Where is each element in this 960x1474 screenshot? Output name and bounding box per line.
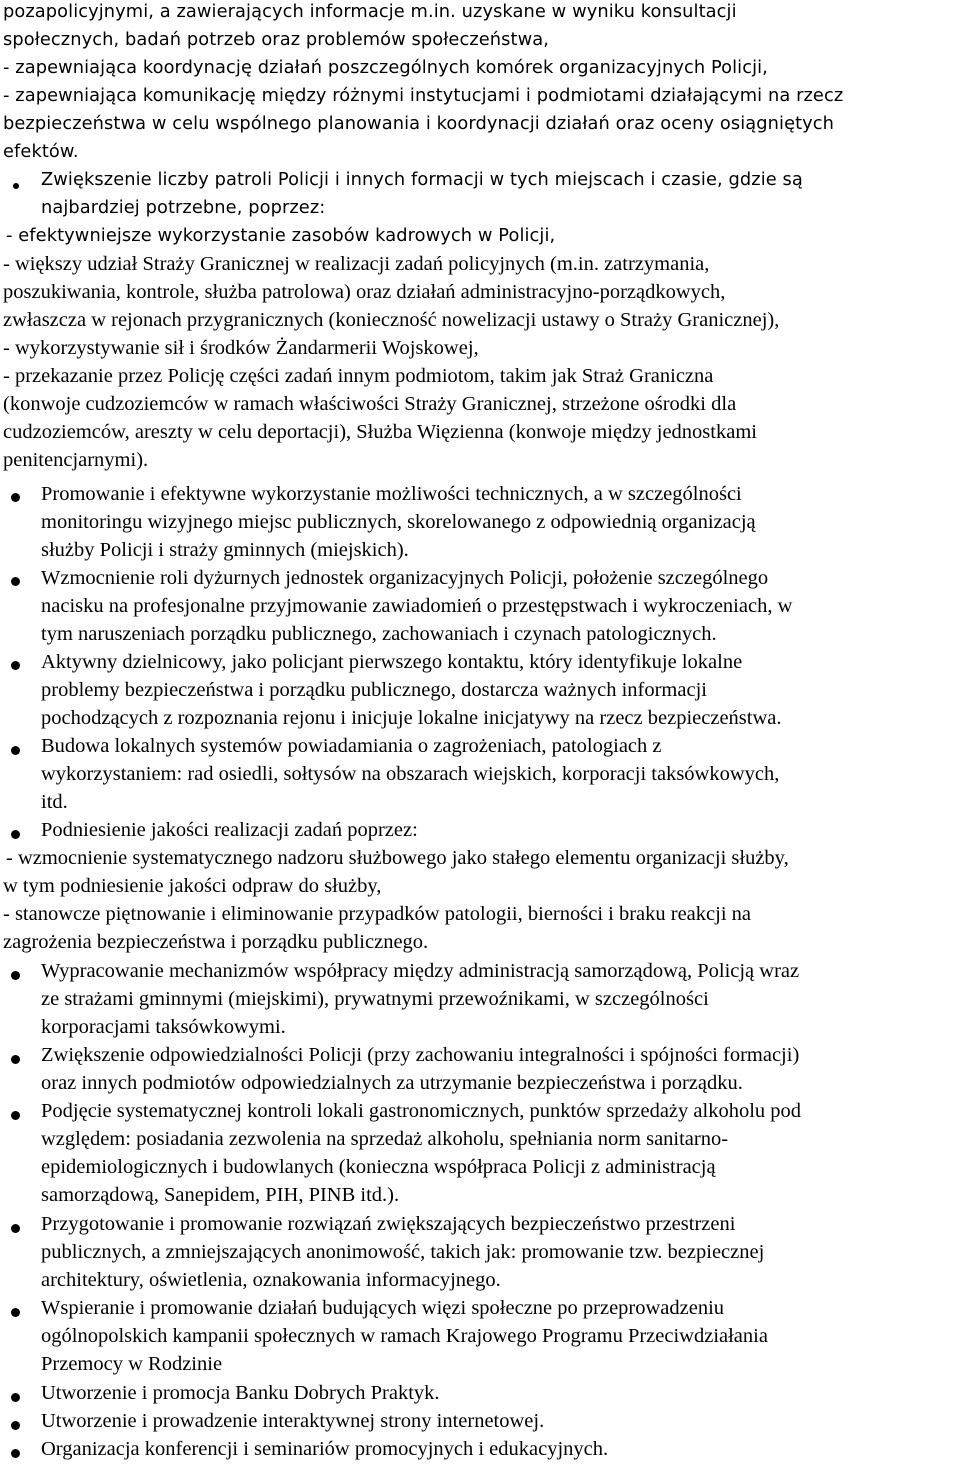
text-line: Wypracowanie mechanizmów współpracy między administracją samorządową, Policją wraz: [41, 960, 800, 982]
text-line: najbardziej potrzebne, poprzez:: [41, 197, 326, 218]
text-line: cudzoziemców, areszty w celu deportacji), Służba Więzienna (konwoje między jednostkami: [3, 421, 757, 443]
text-line: - wykorzystywanie sił i środków Żandarmerii Wojskowej,: [3, 337, 479, 359]
bullet-icon: [13, 183, 19, 189]
text-line: Podjęcie systematycznej kontroli lokali gastronomicznych, punktów sprzedaży alkoholu pod: [41, 1100, 802, 1122]
text-line: bezpieczeństwa w celu wspólnego planowania i koordynacji działań oraz oceny osiągniętych: [3, 113, 835, 134]
text-line: Zwiększenie liczby patroli Policji i innych formacji w tych miejscach i czasie, gdzie są: [41, 169, 803, 190]
text-line: wykorzystaniem: rad osiedli, sołtysów na obszarach wiejskich, korporacji taksówkowych,: [41, 763, 780, 785]
text-line: epidemiologicznych i budowlanych (konieczna współpraca Policji z administracją: [41, 1156, 716, 1178]
text-line: poszukiwania, kontrole, służba patrolowa) oraz działań administracyjno-porządkowych,: [3, 281, 726, 303]
text-line: - efektywniejsze wykorzystanie zasobów kadrowych w Policji,: [6, 225, 556, 246]
text-line: Utworzenie i prowadzenie interaktywnej strony internetowej.: [41, 1410, 545, 1432]
text-line: - zapewniająca koordynację działań poszczególnych komórek organizacyjnych Policji,: [3, 57, 768, 78]
text-line: publicznych, a zmniejszających anonimowość, takich jak: promowanie tzw. bezpiecznej: [41, 1241, 765, 1263]
text-line: Wzmocnienie roli dyżurnych jednostek organizacyjnych Policji, położenie szczególnego: [41, 567, 769, 589]
text-line: Przygotowanie i promowanie rozwiązań zwiększających bezpieczeństwo przestrzeni: [41, 1213, 736, 1235]
bullet-icon: [11, 1055, 20, 1064]
bullet-icon: [11, 1393, 20, 1402]
text-line: społecznych, badań potrzeb oraz problemów społeczeństwa,: [3, 29, 550, 50]
text-line: monitoringu wizyjnego miejsc publicznych, skorelowanego z odpowiednią organizacją: [41, 511, 756, 533]
text-line: architektury, oświetlenia, oznakowania informacyjnego.: [41, 1269, 501, 1291]
bullet-icon: [11, 746, 20, 755]
bullet-icon: [11, 1224, 20, 1233]
bullet-icon: [11, 1111, 20, 1120]
text-line: Budowa lokalnych systemów powiadamiania o zagrożeniach, patologiach z: [41, 735, 662, 757]
text-line: ze strażami gminnymi (miejskimi), prywatnymi przewoźnikami, w szczególności: [41, 988, 709, 1010]
text-line: - stanowcze piętnowanie i eliminowanie przypadków patologii, bierności i braku reakcji na: [3, 903, 751, 925]
bullet-icon: [11, 1449, 20, 1458]
text-line: ogólnopolskich kampanii społecznych w ramach Krajowego Programu Przeciwdziałania: [41, 1325, 768, 1347]
text-line: Aktywny dzielnicowy, jako policjant pierwszego kontaktu, który identyfikuje lokalne: [41, 651, 743, 673]
text-line: (konwoje cudzoziemców w ramach właściwości Straży Granicznej, strzeżone ośrodki dla: [3, 393, 737, 415]
text-line: Zwiększenie odpowiedzialności Policji (przy zachowaniu integralności i spójności formacji): [41, 1044, 800, 1066]
text-line: penitencjarnymi).: [3, 449, 149, 471]
text-line: służby Policji i straży gminnych (miejskich).: [41, 539, 409, 561]
text-line: zwłaszcza w rejonach przygranicznych (konieczność nowelizacji ustawy o Straży Granicznej),: [3, 309, 780, 331]
text-line: nacisku na profesjonalne przyjmowanie zawiadomień o przestępstwach i wykroczeniach, w: [41, 595, 793, 617]
text-line: - większy udział Straży Granicznej w realizacji zadań policyjnych (m.in. zatrzymania,: [3, 253, 710, 275]
text-line: Promowanie i efektywne wykorzystanie możliwości technicznych, a w szczególności: [41, 483, 742, 505]
bullet-icon: [11, 661, 20, 670]
bullet-icon: [11, 971, 20, 980]
text-line: pochodzących z rozpoznania rejonu i inicjuje lokalne inicjatywy na rzecz bezpieczeństwa.: [41, 707, 782, 729]
text-line: - zapewniająca komunikację między różnymi instytucjami i podmiotami działającymi na rzecz: [3, 85, 844, 106]
text-line: problemy bezpieczeństwa i porządku publicznego, dostarcza ważnych informacji: [41, 679, 707, 701]
text-line: - przekazanie przez Policję części zadań innym podmiotom, takim jak Straż Graniczna: [3, 365, 714, 387]
bullet-icon: [11, 493, 20, 502]
text-line: Przemocy w Rodzinie: [41, 1353, 223, 1375]
text-line: w tym podniesienie jakości odpraw do służby,: [3, 875, 382, 897]
text-line: samorządową, Sanepidem, PIH, PINB itd.).: [41, 1184, 400, 1206]
bullet-icon: [11, 830, 20, 839]
text-line: względem: posiadania zezwolenia na sprzedaż alkoholu, spełniania norm sanitarno-: [41, 1128, 729, 1150]
text-line: efektów.: [3, 141, 79, 162]
text-line: tym naruszeniach porządku publicznego, zachowaniach i czynach patologicznych.: [41, 623, 717, 645]
text-line: oraz innych podmiotów odpowiedzialnych za utrzymanie bezpieczeństwa i porządku.: [41, 1072, 743, 1094]
text-line: - wzmocnienie systematycznego nadzoru służbowego jako stałego elementu organizacji służby,: [6, 847, 789, 869]
text-line: Organizacja konferencji i seminariów promocyjnych i edukacyjnych.: [41, 1438, 609, 1460]
text-line: zagrożenia bezpieczeństwa i porządku publicznego.: [3, 931, 429, 953]
text-line: Wspieranie i promowanie działań budujących więzi społeczne po przeprowadzeniu: [41, 1297, 725, 1319]
bullet-icon: [11, 1421, 20, 1430]
text-line: Utworzenie i promocja Banku Dobrych Praktyk.: [41, 1382, 440, 1404]
text-line: Podniesienie jakości realizacji zadań poprzez:: [41, 819, 418, 841]
bullet-icon: [11, 1308, 20, 1317]
text-line: pozapolicyjnymi, a zawierających informacje m.in. uzyskane w wyniku konsultacji: [3, 1, 737, 22]
text-line: itd.: [41, 791, 68, 813]
bullet-icon: [11, 577, 20, 586]
text-line: korporacjami taksówkowymi.: [41, 1016, 286, 1038]
